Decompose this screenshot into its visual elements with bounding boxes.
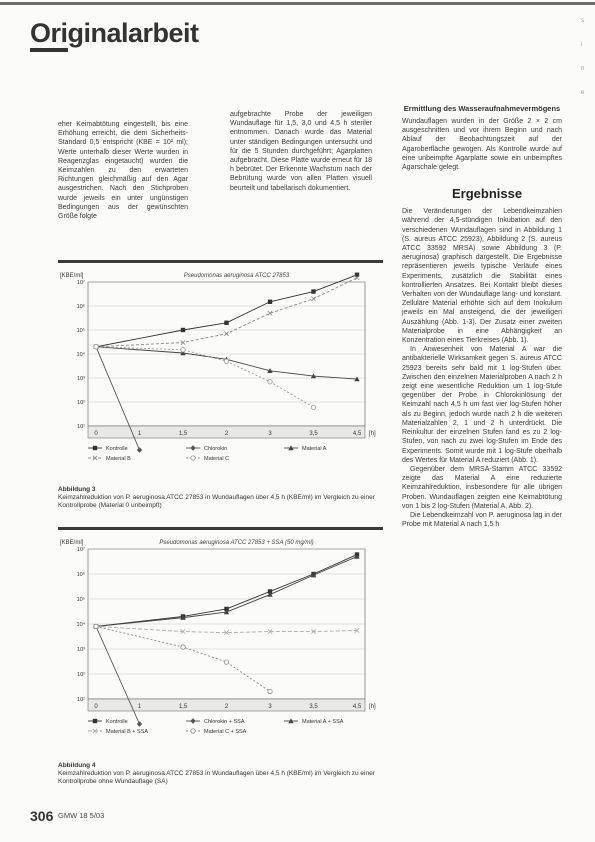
edge-mark: e xyxy=(581,90,585,96)
data-point xyxy=(224,321,228,325)
series-line xyxy=(96,555,357,627)
figure-rule xyxy=(58,260,383,263)
y-tick-label: 10¹ xyxy=(77,697,85,703)
y-axis-label: [KBE/ml] xyxy=(60,273,84,279)
body-paragraph: Gegenüber dem MRSA-Stamm ATCC 33592 zeigte das Material A eine reduzierte Keimzahlreduktion, insbesondere für alle übrigen Proben. Wundauflagen zeigten eine Keimabtötung von 1 bis 2 log-Stufen (Material A, Abb. 2). xyxy=(402,465,562,510)
series-line xyxy=(96,626,357,632)
x-tick-label: 3,5 xyxy=(309,704,318,710)
caption-label: Abbildung 4 xyxy=(58,762,96,769)
chart-title: Pseudomonas aeruginosa ATCC 27853 xyxy=(183,273,290,279)
x-tick-label: 4,5 xyxy=(352,704,362,710)
data-point xyxy=(94,345,98,349)
subsection-heading: Ermittlung des Wasseraufnahmevermögens xyxy=(403,104,561,113)
x-tick-label: 1,5 xyxy=(178,431,188,437)
edge-marks xyxy=(581,0,595,240)
legend-label: Material A xyxy=(302,446,327,452)
y-tick-label: 10² xyxy=(77,400,85,406)
body-paragraph: eher Keimabtötung eingestellt, bis eine Erhöhung erreicht, die dem Sicherheits-Standard 0,5 entspricht (KBE = 10² ml); Werte unterhalb dieser Werte wurden in Reagenzglas eingetaucht) wurden die Keimzahlen zu den erwarteten Richtungen gleichmäßig auf den Agar ausgestrichen. Nach den Stichproben wurde jeweils ein unter ungünstigen Bedingungen aus der gewünschten Größe folgte xyxy=(58,121,188,221)
body-column-1 xyxy=(58,120,188,221)
header-rule xyxy=(0,2,595,5)
legend-label: Material B + SSA xyxy=(106,729,149,735)
data-point xyxy=(191,456,195,460)
y-tick-label: 10⁷ xyxy=(76,547,85,553)
data-point xyxy=(137,447,142,452)
data-point xyxy=(93,719,97,723)
data-point xyxy=(181,348,185,352)
x-tick-label: 1,5 xyxy=(178,704,188,710)
journal-reference: GMW 18 5/03 xyxy=(58,811,105,820)
y-axis-label: [KBE/ml] xyxy=(60,540,84,546)
x-tick-label: 3,5 xyxy=(309,431,318,437)
body-column-2 xyxy=(230,110,372,193)
x-tick-label: 1 xyxy=(137,704,142,710)
data-point xyxy=(181,328,185,332)
data-point xyxy=(181,645,185,649)
x-tick-label: 2 xyxy=(224,704,229,710)
y-tick-label: 10¹ xyxy=(77,424,85,430)
y-tick-label: 10⁴ xyxy=(76,352,85,358)
right-column xyxy=(402,104,562,529)
data-point xyxy=(93,446,97,450)
series-line xyxy=(96,275,357,347)
legend-label: Material A + SSA xyxy=(302,719,344,725)
edge-mark: s xyxy=(581,18,584,24)
body-paragraph: aufgebrachte Probe der jeweiligen Wundauflage für 1,5, 3,0 und 4,5 h steriler entnommen. Danach wurde das Material unter ständigen Bedingungen untersucht und für die 5 Stunden durchgeführt; Agarplatten aufgebracht. Diese Platte wurde erneut für 18 h bebrütet. Der Erkennte Wachstum nach der Bebrütung wurde von allen Platten visuell beurteilt und tabellarisch dokumentiert. xyxy=(230,111,372,192)
caption-text: Keimzahlreduktion von P. aeruginosa ATCC 27853 in Wundauflagen über 4,5 h (KBE/ml) im Vergleich zu einer Kontrollprobe ohne Wundauflage (SA) xyxy=(58,770,375,785)
x-tick-label: 0 xyxy=(94,704,98,710)
body-paragraph: Wundauflagen wurden in der Größe 2 × 2 cm ausgeschnitten und vor ihrem Beginn und nach Ablauf der Beobachtungszeit auf der Agaroberfläche gewogen. Als Kontrolle wurde auf eine unbeimpfte Agarplatte sowie ein unbeimpftes Agarschale gelegt. xyxy=(402,118,562,172)
y-tick-label: 10⁵ xyxy=(76,328,85,334)
caption-label: Abbildung 3 xyxy=(58,486,96,493)
data-point xyxy=(268,689,272,693)
figure-4-caption xyxy=(58,762,383,786)
legend-label: Material C xyxy=(204,456,230,462)
results-heading: Ergebnisse xyxy=(452,186,523,202)
x-axis-label: [h] xyxy=(369,704,376,710)
x-tick-label: 4,5 xyxy=(352,431,362,437)
x-axis-label: [h] xyxy=(369,431,376,437)
figure-rule xyxy=(58,527,383,530)
caption-text: Keimzahlreduktion von P. aeruginosa ATCC 27853 in Wundauflagen über 4,5 h (KBE/ml) im Vergleich zu einer Kontrollprobe (Material 0 unbeimpft) xyxy=(58,494,375,509)
figure-3-caption xyxy=(58,486,383,510)
series-line xyxy=(96,626,270,691)
x-tick-label: 0 xyxy=(94,431,98,437)
body-paragraph: In Anwesenheit von Material A war die antibakterielle Wirksamkeit gegen S. aureus ATCC 25923 bereits sehr bald mit 1 log-Stufen über. Zwischen den einzelnen Materialproben A nach 2 h zeigt eine wesentliche Reduktion um 1 log-Stufe gegenüber der Probe in Chlorokinlösung der Keimzahl nach 4,5 h um fast vier log-Stufen höher als zu Beginn, jedoch wurde nach 2 h die weiteren Materialzahlen 2, 1 und 2 h unterdrückt. Die Reinkultur der einzelnen Stufen fand es zu 2 log-Stufen, von nach zu zwei log-Stufen im Ende des Experiments. Somit wurde mit 1 log-Stufe oberhalb des Wertes für Material A reduziert (Abb. 1). xyxy=(402,346,562,464)
data-point xyxy=(190,445,195,450)
series-line xyxy=(96,278,357,347)
data-point xyxy=(311,405,315,409)
y-tick-label: 10³ xyxy=(77,647,85,653)
legend-label: Kontrolle xyxy=(106,719,128,725)
series-line xyxy=(96,557,357,627)
legend-label: Chlorokin + SSA xyxy=(204,719,245,725)
x-tick-label: 3 xyxy=(268,431,272,437)
figure-4-chart xyxy=(58,533,383,755)
y-tick-label: 10³ xyxy=(77,376,85,382)
data-point xyxy=(190,718,195,723)
data-point xyxy=(191,729,195,733)
data-point xyxy=(268,300,272,304)
series-line xyxy=(96,347,314,408)
y-tick-label: 10² xyxy=(77,672,85,678)
data-point xyxy=(224,660,228,664)
x-tick-label: 3 xyxy=(268,704,272,710)
body-paragraph: Die Veränderungen der Lebendkeimzahlen während der 4,5-stündigen Inkubation auf den verschiedenen Wundauflagen sind in Abbildung 1 (S. aureus ATCC 25923), Abbildung 2 (S. aureus ATCC 33592 MRSA) sowie Abbildung 3 (P. aeruginosa) graphisch dargestellt. Die Ergebnisse repräsentieren jeweils typische Verläufe eines Experiments, zusätzlich die Stabilität eines kontrollierten Ansatzes. Bei Kontakt bleibt dieses Verhalten von der Wundauflage lang- und konstant. Zelluläre Material erhöhte sich auf dem Inokulum jeweils ein Mal ansteigend, die der jeweiligen Auszählung (Abb. 1-3). Der Zusatz einer zweiten Materialprobe in eine Abhängigkeit an Konzentration eines Tierkreises (Abb. 1). xyxy=(402,208,562,345)
legend-label: Chlorokin xyxy=(204,446,228,452)
y-tick-label: 10⁷ xyxy=(76,280,85,286)
y-tick-label: 10⁶ xyxy=(76,572,85,578)
edge-mark: n xyxy=(581,66,585,72)
data-point xyxy=(268,380,272,384)
legend-label: Material B xyxy=(106,456,131,462)
data-point xyxy=(137,721,142,726)
title-underline xyxy=(30,48,68,52)
figure-3-chart xyxy=(58,266,383,482)
x-tick-label: 2 xyxy=(224,431,229,437)
edge-mark: i xyxy=(581,42,583,48)
data-point xyxy=(94,624,98,628)
legend-label: Material C + SSA xyxy=(204,729,247,735)
data-point xyxy=(311,289,315,293)
data-point xyxy=(224,359,228,363)
legend-label: Kontrolle xyxy=(106,446,128,452)
y-tick-label: 10⁶ xyxy=(76,304,85,310)
page-number: 306 xyxy=(30,808,54,824)
chart-title: Pseudomonas aeruginosa ATCC 27853 + SSA (50 mg/ml) xyxy=(159,540,314,546)
x-tick-label: 1 xyxy=(137,431,142,437)
y-tick-label: 10⁵ xyxy=(76,597,85,603)
y-tick-label: 10⁴ xyxy=(76,622,85,628)
body-paragraph: Die Lebendkeimzahl von P. aeruginosa lag in der Probe mit Material A nach 1,5 h xyxy=(402,511,562,529)
section-title: Originalarbeit xyxy=(30,18,199,48)
